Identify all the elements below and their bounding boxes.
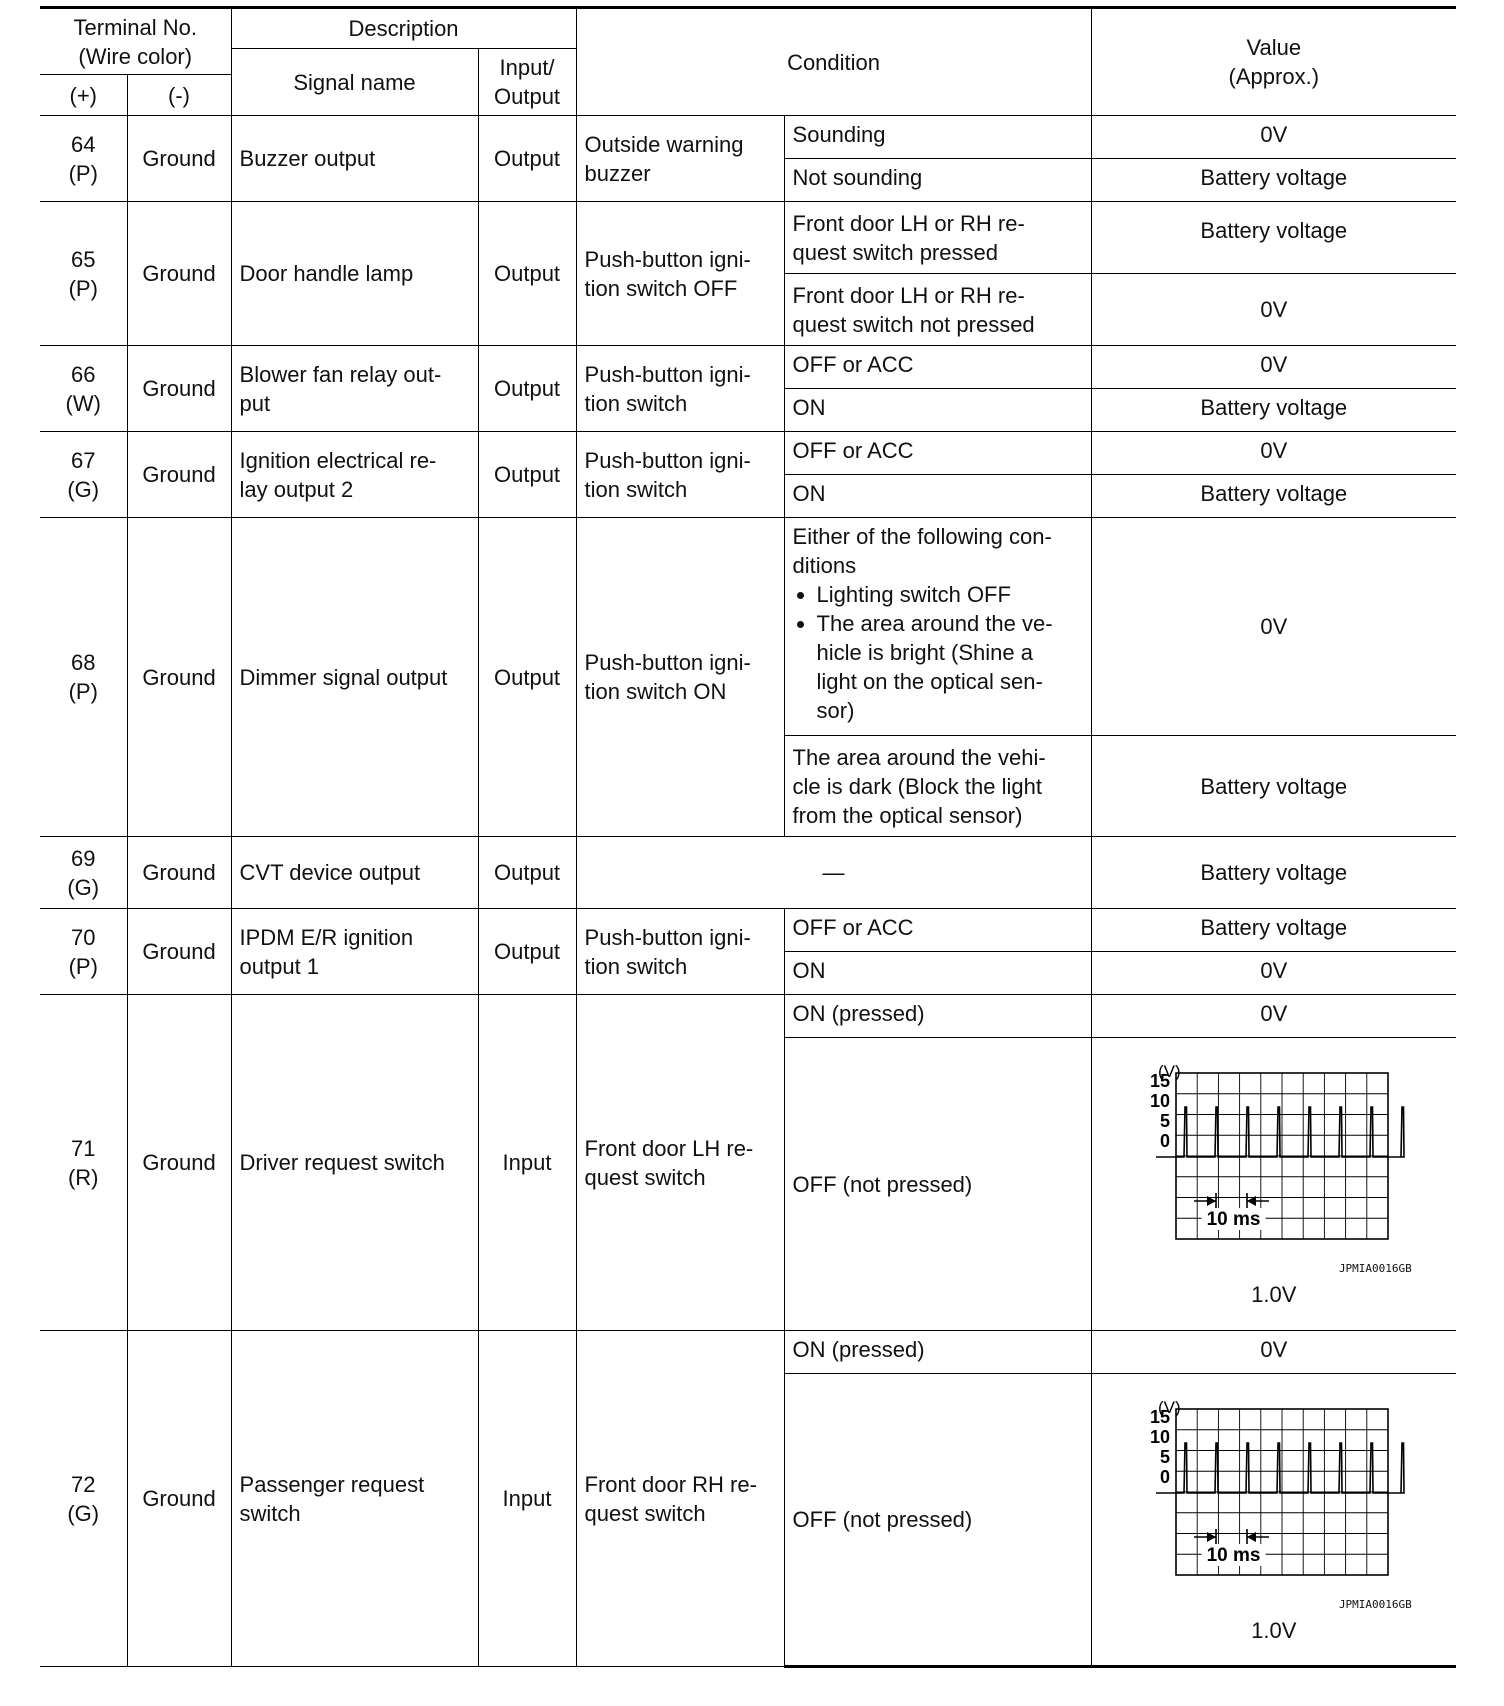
wire-color: (G) xyxy=(67,874,100,900)
wire-color: (W) xyxy=(65,390,101,416)
waveform-graph xyxy=(1114,1061,1434,1251)
io-cell: Output xyxy=(478,518,576,837)
condition-sub: Not sounding xyxy=(784,159,1091,202)
terminal-number: 65 xyxy=(71,246,96,272)
waveform-time-scale xyxy=(1194,1529,1269,1545)
condition-main: Outside warning buzzer xyxy=(576,116,784,202)
header-input-output: Input/ Output xyxy=(478,49,576,116)
condition-sub: Front door LH or RH re- quest switch pressed xyxy=(784,202,1091,274)
waveform-value-cell xyxy=(1091,1374,1456,1667)
ground-cell: Ground xyxy=(127,518,231,837)
table-row xyxy=(40,116,1456,159)
terminal-cell xyxy=(40,518,127,837)
waveform-y-tick: 5 xyxy=(1159,1111,1170,1131)
wire-color: (P) xyxy=(68,679,98,704)
value-cell: 0V xyxy=(1091,518,1456,736)
ground-cell: Ground xyxy=(127,1331,231,1667)
condition-sub: OFF or ACC xyxy=(784,432,1091,475)
io-cell: Output xyxy=(478,346,576,432)
waveform-time-scale xyxy=(1194,1193,1269,1209)
condition-main: Push-button igni- tion switch xyxy=(576,432,784,518)
condition-sub: ON (pressed) xyxy=(784,1331,1091,1374)
table-row xyxy=(40,432,1456,475)
terminal-table xyxy=(40,6,1456,1668)
condition-sub: OFF or ACC xyxy=(784,346,1091,389)
wire-color: (P) xyxy=(68,160,98,186)
terminal-number: 72 xyxy=(71,1471,96,1497)
terminal-cell xyxy=(40,346,127,432)
ground-cell: Ground xyxy=(127,432,231,518)
value-cell: Battery voltage xyxy=(1091,475,1456,518)
condition-main: Push-button igni- tion switch xyxy=(576,909,784,995)
header-description: Description xyxy=(231,8,576,49)
header-terminal-no-label: Terminal No. xyxy=(73,14,197,40)
terminal-cell xyxy=(40,909,127,995)
wire-color: (R) xyxy=(67,1164,99,1190)
signal-name: IPDM E/R ignition output 1 xyxy=(231,909,478,995)
condition-sub: OFF (not pressed) xyxy=(784,1038,1091,1331)
header-terminal-no xyxy=(40,8,231,75)
io-cell: Output xyxy=(478,116,576,202)
value-cell: 0V xyxy=(1091,952,1456,995)
condition-sub: ON (pressed) xyxy=(784,995,1091,1038)
signal-name: Blower fan relay out- put xyxy=(231,346,478,432)
condition-main: Push-button igni- tion switch OFF xyxy=(576,202,784,346)
terminal-cell xyxy=(40,995,127,1331)
condition-intro: Either of the following con- ditions xyxy=(792,524,1052,578)
wire-color: (P) xyxy=(68,275,98,301)
table-row xyxy=(40,909,1456,952)
waveform-y-tick: 0 xyxy=(1159,1466,1170,1487)
value-cell: 0V xyxy=(1091,995,1456,1038)
figure-code: JPMIA0016GB xyxy=(1338,1597,1412,1611)
table-row xyxy=(40,837,1456,909)
signal-name: Dimmer signal output xyxy=(231,518,478,837)
io-cell: Output xyxy=(478,432,576,518)
value-cell: 0V xyxy=(1091,1331,1456,1374)
terminal-number: 66 xyxy=(71,361,96,387)
ground-cell: Ground xyxy=(127,202,231,346)
condition-main: Front door LH re- quest switch xyxy=(576,995,784,1331)
condition-main: — xyxy=(576,837,1091,909)
waveform-value: 1.0V xyxy=(1251,1282,1297,1307)
header-minus: (-) xyxy=(127,75,231,116)
value-cell: 0V xyxy=(1091,346,1456,389)
waveform-figure xyxy=(1114,1061,1434,1309)
value-cell: Battery voltage xyxy=(1091,909,1456,952)
condition-list xyxy=(793,580,1083,725)
condition-sub: ON xyxy=(784,952,1091,995)
signal-name: Passenger request switch xyxy=(231,1331,478,1667)
ground-cell: Ground xyxy=(127,995,231,1331)
wire-color: (G) xyxy=(67,1500,100,1526)
header-plus: (+) xyxy=(40,75,127,116)
header-value-approx: (Approx.) xyxy=(1228,64,1320,89)
ground-cell: Ground xyxy=(127,346,231,432)
io-cell: Input xyxy=(478,1331,576,1667)
terminal-number: 67 xyxy=(71,447,96,473)
waveform-time-label: 10 ms xyxy=(1206,1544,1261,1566)
figure-code: JPMIA0016GB xyxy=(1338,1262,1412,1275)
terminal-cell xyxy=(40,116,127,202)
waveform-value: 1.0V xyxy=(1251,1617,1297,1643)
waveform-y-tick: 0 xyxy=(1159,1131,1170,1151)
wire-color: (P) xyxy=(68,953,98,979)
condition-main: Push-button igni- tion switch ON xyxy=(576,518,784,837)
value-cell: Battery voltage xyxy=(1091,159,1456,202)
signal-name: Driver request switch xyxy=(231,995,478,1331)
ground-cell: Ground xyxy=(127,837,231,909)
waveform-graph xyxy=(1114,1397,1434,1587)
terminal-table-page xyxy=(40,6,1456,1668)
waveform-unit: (V) xyxy=(1157,1062,1181,1081)
header-value xyxy=(1091,8,1456,116)
waveform-y-tick: 5 xyxy=(1159,1446,1170,1467)
value-cell: Battery voltage xyxy=(1091,202,1456,274)
header-wire-color-label: (Wire color) xyxy=(78,43,193,69)
ground-cell: Ground xyxy=(127,116,231,202)
table-row xyxy=(40,1331,1456,1374)
condition-main: Front door RH re- quest switch xyxy=(576,1331,784,1667)
condition-sub: OFF (not pressed) xyxy=(784,1374,1091,1667)
terminal-number: 71 xyxy=(71,1135,96,1161)
table-row xyxy=(40,518,1456,736)
terminal-cell xyxy=(40,1331,127,1667)
value-cell: Battery voltage xyxy=(1091,736,1456,837)
io-cell: Input xyxy=(478,995,576,1331)
list-item: • The area around the ve- hicle is bright (Shine a light on the optical sen- sor) xyxy=(817,609,1083,725)
terminal-cell xyxy=(40,837,127,909)
waveform-value-cell xyxy=(1091,1038,1456,1331)
waveform-y-tick: 10 xyxy=(1149,1426,1170,1447)
terminal-cell xyxy=(40,432,127,518)
list-item: • Lighting switch OFF xyxy=(817,580,1083,609)
condition-sub: Sounding xyxy=(784,116,1091,159)
value-cell: 0V xyxy=(1091,274,1456,346)
value-cell: 0V xyxy=(1091,116,1456,159)
io-cell: Output xyxy=(478,202,576,346)
signal-name: Ignition electrical re- lay output 2 xyxy=(231,432,478,518)
header-value-label: Value xyxy=(1246,35,1302,60)
waveform-figure xyxy=(1114,1397,1434,1645)
waveform-time-label: 10 ms xyxy=(1206,1209,1261,1230)
waveform-unit: (V) xyxy=(1157,1397,1181,1417)
condition-sub: The area around the vehi- cle is dark (Block the light from the optical sensor) xyxy=(784,736,1091,837)
header-signal-name: Signal name xyxy=(231,49,478,116)
condition-sub: OFF or ACC xyxy=(784,909,1091,952)
waveform-y-tick: 15 xyxy=(1149,1071,1170,1091)
condition-main: Push-button igni- tion switch xyxy=(576,346,784,432)
condition-sub: ON xyxy=(784,475,1091,518)
terminal-cell xyxy=(40,202,127,346)
wire-color: (G) xyxy=(67,476,100,502)
signal-name: CVT device output xyxy=(231,837,478,909)
terminal-number: 64 xyxy=(71,131,96,157)
table-row xyxy=(40,995,1456,1038)
value-cell: Battery voltage xyxy=(1091,389,1456,432)
io-cell: Output xyxy=(478,837,576,909)
io-cell: Output xyxy=(478,909,576,995)
condition-sub xyxy=(784,518,1091,736)
terminal-number: 69 xyxy=(71,845,96,871)
condition-sub: ON xyxy=(784,389,1091,432)
terminal-number: 68 xyxy=(71,650,96,675)
terminal-number: 70 xyxy=(71,924,96,950)
ground-cell: Ground xyxy=(127,909,231,995)
value-cell: 0V xyxy=(1091,432,1456,475)
waveform-y-tick: 10 xyxy=(1149,1091,1170,1111)
condition-sub: Front door LH or RH re- quest switch not pressed xyxy=(784,274,1091,346)
signal-name: Door handle lamp xyxy=(231,202,478,346)
table-row xyxy=(40,202,1456,274)
table-row xyxy=(40,346,1456,389)
header-condition: Condition xyxy=(576,8,1091,116)
value-cell: Battery voltage xyxy=(1091,837,1456,909)
waveform-y-tick: 15 xyxy=(1149,1406,1170,1427)
signal-name: Buzzer output xyxy=(231,116,478,202)
